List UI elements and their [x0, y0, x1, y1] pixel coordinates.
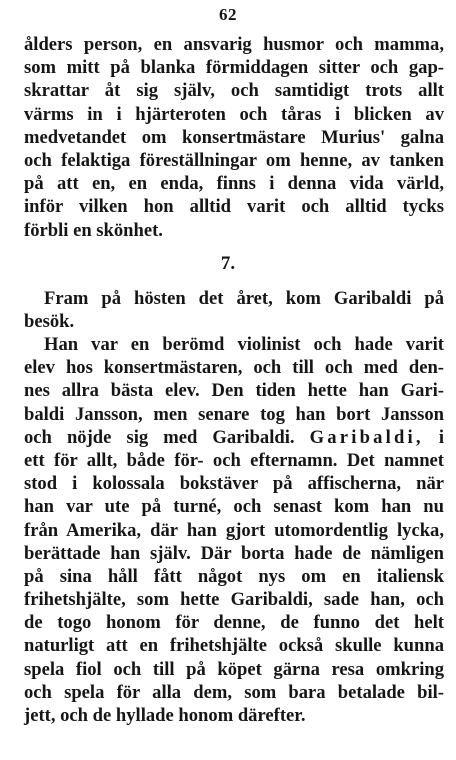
text-line: ålders person, en ansvarig husmor och mamma,	[24, 34, 444, 55]
text-segment: och nöjde sig med Garibaldi.	[24, 426, 295, 448]
text-segment: i	[438, 426, 444, 448]
spaced-name: Garibaldi,	[309, 426, 424, 448]
text-line: elev hos konsertmästaren, och till och med den-	[24, 357, 444, 379]
text-line: ett för allt, både för- och efternamn. Det namnet	[24, 449, 444, 471]
text-line: spela fiol och till på köpet gärna resa omkring	[24, 658, 444, 680]
text-line: från Amerika, där han gjort utomordentlig lycka,	[24, 519, 444, 541]
text-line: han var ute på turné, och senast kom han nu	[24, 496, 444, 518]
text-line	[24, 426, 444, 449]
paragraph-continued	[24, 33, 444, 242]
text-line: frihetshjälte, som hette Garibaldi, sade han, och	[24, 589, 444, 611]
text-line: som mitt på blanka förmiddagen sitter och gap-	[24, 57, 444, 79]
paragraph-1	[24, 287, 444, 333]
text-line: och felaktiga föreställningar om henne, av tanken	[24, 149, 444, 171]
text-line: naturligt att en frihetshjälte också skulle kunna	[24, 635, 444, 657]
text-line: berättade han själv. Där borta hade de nämligen	[24, 542, 444, 564]
text-line: på att en, en enda, finns i denna vida värld,	[24, 173, 444, 195]
text-line: skrattar åt sig själv, och samtidigt trots allt	[24, 80, 444, 102]
text-line: nes allra bästa elev. Den tiden hette han Gari-	[24, 380, 444, 402]
text-line: stod i kolossala bokstäver på affischerna, när	[24, 473, 444, 495]
text-line: Fram på hösten det året, kom Garibaldi på	[44, 288, 444, 309]
page-number: 62	[219, 5, 237, 24]
text-line: inför vilken hon alltid varit och alltid tycks	[24, 196, 444, 218]
text-line: medvetandet om konsertmästare Murius' galna	[24, 126, 444, 148]
paragraph-2	[24, 333, 444, 727]
text-line: baldi Jansson, men senare tog han bort Jansson	[24, 403, 444, 425]
text-line: Han var en berömd violinist och hade varit	[44, 334, 444, 355]
text-line: på sina håll fått något nys om en italiensk	[24, 565, 444, 587]
text-line: jett, och de hyllade honom därefter.	[24, 705, 306, 726]
text-line: och spela för alla dem, som bara betalade bil-	[24, 681, 444, 703]
text-line: besök.	[24, 311, 75, 333]
chapter-heading: 7.	[220, 253, 236, 274]
text-line: förbli en skönhet.	[24, 219, 163, 241]
text-line: de togo honom för denne, de funno det helt	[24, 612, 444, 634]
text-line: värms in i hjärteroten och tåras i blicken av	[24, 103, 444, 125]
